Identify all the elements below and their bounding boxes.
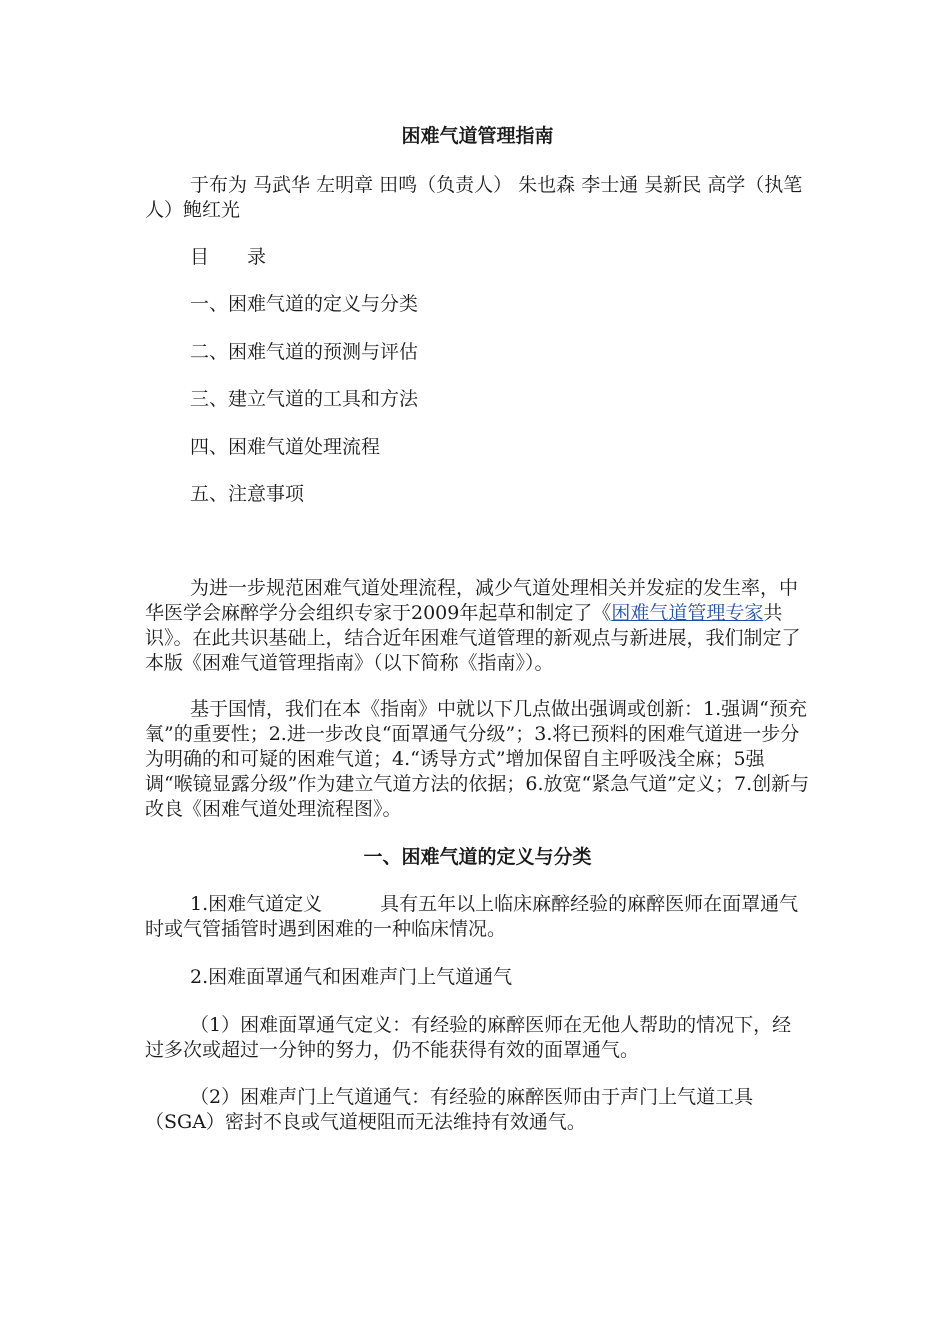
definition-paragraph (145, 892, 810, 942)
toc-item-4: 四、困难气道处理流程 (190, 436, 381, 458)
toc-item-3: 三、建立气道的工具和方法 (190, 388, 419, 410)
intro-text-start: 为进一步规范困难气道处理流程，减少气道处理相关并发症的发生率，中华医学会麻醉学分会组织专家于2009年起草和制定了《 (145, 577, 799, 624)
toc-heading: 目 录 (190, 246, 267, 268)
section-1-heading: 一、困难气道的定义与分类 (363, 846, 592, 868)
toc-item-5: 五、注意事项 (190, 483, 305, 505)
item-2-heading: 2.困难面罩通气和困难声门上气道通气 (190, 966, 513, 988)
document-title: 困难气道管理指南 (401, 125, 554, 147)
emphasis-paragraph: 基于国情，我们在本《指南》中就以下几点做出强调或创新：1.强调“预充氧”的重要性；2.进一步改良“面罩通气分级”；3.将已预料的困难气道进一步分为明确的和可疑的困难气道；4.“诱导方式”增加保留自主呼吸浅全麻；5强调“喉镜显露分级”作为建立气道方法的依据；6.放宽“紧急气道”定义；7.创新与改良《困难气道处理流程图》。 (145, 698, 810, 820)
item-2-1-paragraph: （1）困难面罩通气定义：有经验的麻醉医师在无他人帮助的情况下，经过多次或超过一分钟的努力，仍不能获得有效的面罩通气。 (145, 1014, 792, 1061)
item-2-2-paragraph: （2）困难声门上气道通气：有经验的麻醉医师由于声门上气道工具（SGA）密封不良或气道梗阻而无法维持有效通气。 (145, 1086, 754, 1133)
toc-item-2: 二、困难气道的预测与评估 (190, 341, 419, 363)
definition-text: 具有五年以上临床麻醉经验的麻醉医师在面罩通气时或气管插管时遇到困难的一种临床情况。 (145, 893, 799, 940)
authors-line: 于布为 马武华 左明章 田鸣（负责人） 朱也森 李士通 吴新民 高学（执笔人）鲍红光 (145, 174, 803, 221)
definition-label: 1.困难气道定义 (190, 893, 323, 915)
consensus-link[interactable]: 困难气道管理专家 (611, 602, 764, 624)
intro-paragraph (145, 576, 810, 676)
toc-item-1: 一、困难气道的定义与分类 (190, 293, 419, 315)
intro-text-end: 共识》。在此共识基础上，结合近年困难气道管理的新观点与新进展，我们制定了本版《困难气道管理指南》（以下简称《指南》）。 (145, 602, 801, 674)
